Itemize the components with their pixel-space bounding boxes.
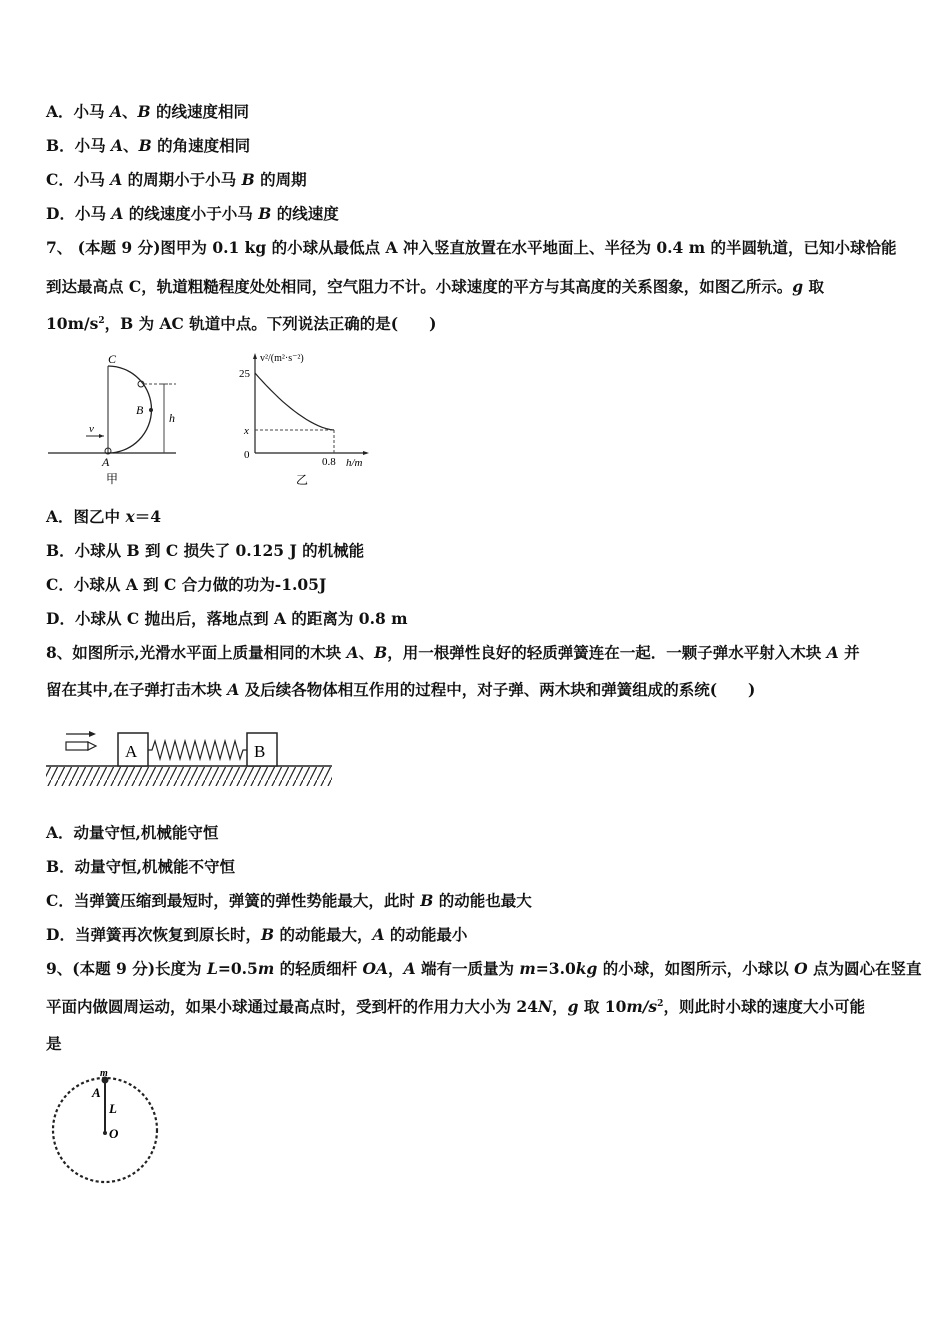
q7-stem-line1: 7、 (本题 9 分)图甲为 0.1 kg 的小球从最低点 A 冲入竖直放置在水平地面上、半径为 0.4 m 的半圆轨道，已知小球恰能 [46,238,897,257]
q7-stem-line3: $10m/s^2$，B 为 AC 轨道中点。下列说法正确的是( ) [46,314,437,333]
label-m: m [100,1068,108,1079]
q7-figure-yi-chart [230,348,380,490]
q6-option-d: D．小马 A 的线速度小于小马 B 的线速度 [46,204,339,223]
q9-stem-line2: 平面内做圆周运动，如果小球通过最高点时，受到杆的作用力大小为 24N，g 取 $10m/s^2$，则此时小球的速度大小可能 [46,997,865,1016]
q8-option-a: A．动量守恒,机械能守恒 [46,823,219,842]
q9-figure-circle [44,1064,169,1189]
q9-stem-line1: 9、(本题 9 分)长度为 L=0.5m 的轻质细杆 OA，A 端有一质量为 m=3.0kg 的小球，如图所示，小球以 O 点为圆心在竖直 [46,959,922,978]
q6-option-c: C．小马 A 的周期小于小马 B 的周期 [46,170,307,189]
label-block-B: B [254,742,266,761]
y-axis-label: v²/(m²·s⁻²) [260,353,304,364]
y-tick-x: x [244,425,249,437]
q7-stem-line2: 到达最高点 C，轨道粗糙程度处处相同，空气阻力不计。小球速度的平方与其高度的关系图象，如图乙所示。g 取 [46,277,824,296]
label-A: A [102,455,110,469]
label-L: L [109,1101,117,1116]
q6-option-b: B．小马 A、B 的角速度相同 [46,136,251,155]
origin-label: 0 [244,449,250,461]
label-O: O [109,1126,119,1141]
q8-option-d: D．当弹簧再次恢复到原长时，B 的动能最大，A 的动能最小 [46,925,468,944]
q7-option-a: A．图乙中 x＝4 [46,507,161,526]
bullet [66,742,88,750]
caption-yi: 乙 [296,473,309,487]
caption-jia: 甲 [106,472,119,486]
q8-figure-blocks-spring [44,724,334,790]
y-tick-25: 25 [239,368,250,380]
q7-figure-jia [46,350,186,490]
label-C: C [108,352,117,366]
q8-option-b: B．动量守恒,机械能不守恒 [46,857,235,876]
x-axis-label: h/m [346,457,363,469]
label-B: B [136,403,144,417]
spring [148,741,247,759]
q7-option-c: C．小球从 A 到 C 合力做的功为-1.05J [46,575,327,594]
label-A: A [92,1085,101,1100]
q7-option-b: B．小球从 B 到 C 损失了 0.125 J 的机械能 [46,541,365,560]
label-h: h [169,411,175,425]
x-tick-0.8: 0.8 [322,456,336,468]
q8-stem-line1: 8、如图所示,光滑水平面上质量相同的木块 A、B，用一根弹性良好的轻质弹簧连在一起．一颗子弹水平射入木块 A 并 [46,643,860,662]
q6-option-a: A．小马 A、B 的线速度相同 [46,102,249,121]
q7-option-d: D．小球从 C 抛出后，落地点到 A 的距离为 0.8 m [46,609,408,628]
q8-stem-line2: 留在其中,在子弹打击木块 A 及后续各物体相互作用的过程中，对子弹、两木块和弹簧组成的系统( ) [46,680,756,699]
label-v: v [89,423,94,435]
q8-option-c: C．当弹簧压缩到最短时，弹簧的弹性势能最大，此时 B 的动能也最大 [46,891,532,910]
q9-stem-line3: 是 [46,1034,62,1053]
label-block-A: A [125,742,138,761]
v2-curve [255,373,334,430]
